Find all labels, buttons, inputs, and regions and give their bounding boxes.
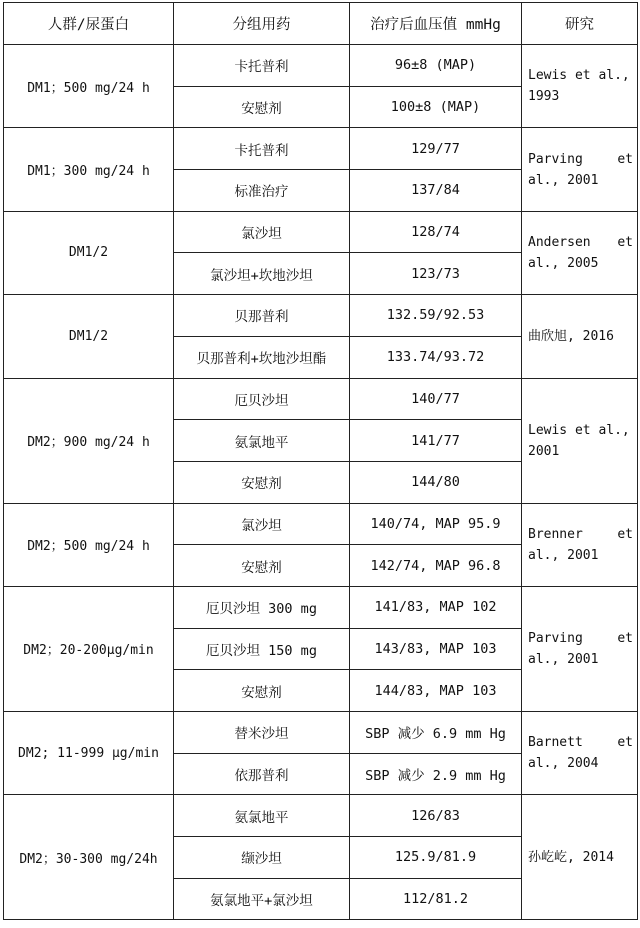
study-citation-line: 曲欣旭, 2016 xyxy=(528,328,614,344)
table-row xyxy=(4,211,638,253)
bp-cell: 141/77 xyxy=(350,420,522,462)
header-bp: 治疗后血压值 mmHg xyxy=(350,3,522,45)
study-citation-line: Andersen et xyxy=(528,234,633,250)
study-cell xyxy=(522,45,638,128)
bp-cell: 140/77 xyxy=(350,378,522,420)
treatment-cell: 安慰剂 xyxy=(174,461,350,503)
study-citation-line: 孙屹屹, 2014 xyxy=(528,849,614,865)
treatment-cell: 氨氯地平+氯沙坦 xyxy=(174,878,350,920)
treatment-cell: 氯沙坦 xyxy=(174,503,350,545)
study-citation-line: al., 2001 xyxy=(528,547,599,563)
bp-cell: 112/81.2 xyxy=(350,878,522,920)
study-cell xyxy=(522,503,638,586)
table-row xyxy=(4,45,638,87)
study-cell xyxy=(522,586,638,711)
study-cell xyxy=(522,128,638,211)
bp-cell: 137/84 xyxy=(350,170,522,212)
study-citation-line: al., 2005 xyxy=(528,255,599,271)
treatment-cell: 贝那普利+坎地沙坦酯 xyxy=(174,336,350,378)
bp-cell: 140/74, MAP 95.9 xyxy=(350,503,522,545)
population-cell: DM2; 11-999 μg/min xyxy=(4,712,174,795)
table-body xyxy=(4,45,638,920)
table-row xyxy=(4,795,638,837)
bp-cell: 129/77 xyxy=(350,128,522,170)
table-row xyxy=(4,378,638,420)
treatment-cell: 替米沙坦 xyxy=(174,712,350,754)
treatment-cell: 缬沙坦 xyxy=(174,837,350,879)
population-cell: DM2；20-200μg/min xyxy=(4,586,174,711)
study-citation-line: Barnett et xyxy=(528,735,633,751)
bp-cell: 144/83, MAP 103 xyxy=(350,670,522,712)
bp-cell: 133.74/93.72 xyxy=(350,336,522,378)
bp-cell: 125.9/81.9 xyxy=(350,837,522,879)
treatment-cell: 氨氯地平 xyxy=(174,420,350,462)
treatment-cell: 卡托普利 xyxy=(174,45,350,87)
bp-cell: 142/74, MAP 96.8 xyxy=(350,545,522,587)
treatment-cell: 安慰剂 xyxy=(174,670,350,712)
population-cell: DM1/2 xyxy=(4,295,174,378)
population-cell: DM1/2 xyxy=(4,211,174,294)
treatment-cell: 厄贝沙坦 xyxy=(174,378,350,420)
study-cell xyxy=(522,378,638,503)
population-cell: DM2；30-300 mg/24h xyxy=(4,795,174,920)
study-citation-line: Parving et xyxy=(528,151,633,167)
population-cell: DM2；500 mg/24 h xyxy=(4,503,174,586)
bp-cell: 144/80 xyxy=(350,461,522,503)
treatment-cell: 贝那普利 xyxy=(174,295,350,337)
treatment-cell: 氯沙坦+坎地沙坦 xyxy=(174,253,350,295)
table-row xyxy=(4,586,638,628)
bp-cell: 96±8 (MAP) xyxy=(350,45,522,87)
study-citation-line: al., 2001 xyxy=(528,172,599,188)
population-cell: DM1；300 mg/24 h xyxy=(4,128,174,211)
table-row xyxy=(4,295,638,337)
table-row xyxy=(4,712,638,754)
bp-cell: 143/83, MAP 103 xyxy=(350,628,522,670)
study-citation-line: 1993 xyxy=(528,89,560,105)
header-population: 人群/尿蛋白 xyxy=(4,3,174,45)
study-cell xyxy=(522,712,638,795)
header-row xyxy=(4,3,638,45)
table-header xyxy=(4,3,638,45)
table-row xyxy=(4,503,638,545)
header-treatment: 分组用药 xyxy=(174,3,350,45)
table-row xyxy=(4,128,638,170)
study-citation-line: al., 2001 xyxy=(528,651,599,667)
treatment-cell: 卡托普利 xyxy=(174,128,350,170)
study-citation-line: Lewis et al., xyxy=(528,422,630,438)
study-citation-line: al., 2004 xyxy=(528,756,599,772)
population-cell: DM1；500 mg/24 h xyxy=(4,45,174,128)
bp-cell: 132.59/92.53 xyxy=(350,295,522,337)
study-cell xyxy=(522,295,638,378)
study-cell xyxy=(522,211,638,294)
bp-cell: 126/83 xyxy=(350,795,522,837)
treatment-cell: 安慰剂 xyxy=(174,86,350,128)
population-cell: DM2；900 mg/24 h xyxy=(4,378,174,503)
bp-cell: 100±8 (MAP) xyxy=(350,86,522,128)
treatment-cell: 标准治疗 xyxy=(174,170,350,212)
treatment-cell: 氯沙坦 xyxy=(174,211,350,253)
bp-cell: 141/83, MAP 102 xyxy=(350,586,522,628)
bp-cell: 128/74 xyxy=(350,211,522,253)
study-citation-line: Parving et xyxy=(528,630,633,646)
treatment-cell: 依那普利 xyxy=(174,753,350,795)
bp-cell: SBP 减少 6.9 mm Hg xyxy=(350,712,522,754)
bp-cell: SBP 减少 2.9 mm Hg xyxy=(350,753,522,795)
study-cell xyxy=(522,795,638,920)
study-citation-line: Lewis et al., xyxy=(528,68,630,84)
treatment-cell: 安慰剂 xyxy=(174,545,350,587)
bp-results-table xyxy=(3,2,638,920)
study-citation-line: Brenner et xyxy=(528,526,633,542)
treatment-cell: 氨氯地平 xyxy=(174,795,350,837)
bp-cell: 123/73 xyxy=(350,253,522,295)
treatment-cell: 厄贝沙坦 300 mg xyxy=(174,586,350,628)
study-citation-line: 2001 xyxy=(528,443,560,459)
treatment-cell: 厄贝沙坦 150 mg xyxy=(174,628,350,670)
header-study: 研究 xyxy=(522,3,638,45)
